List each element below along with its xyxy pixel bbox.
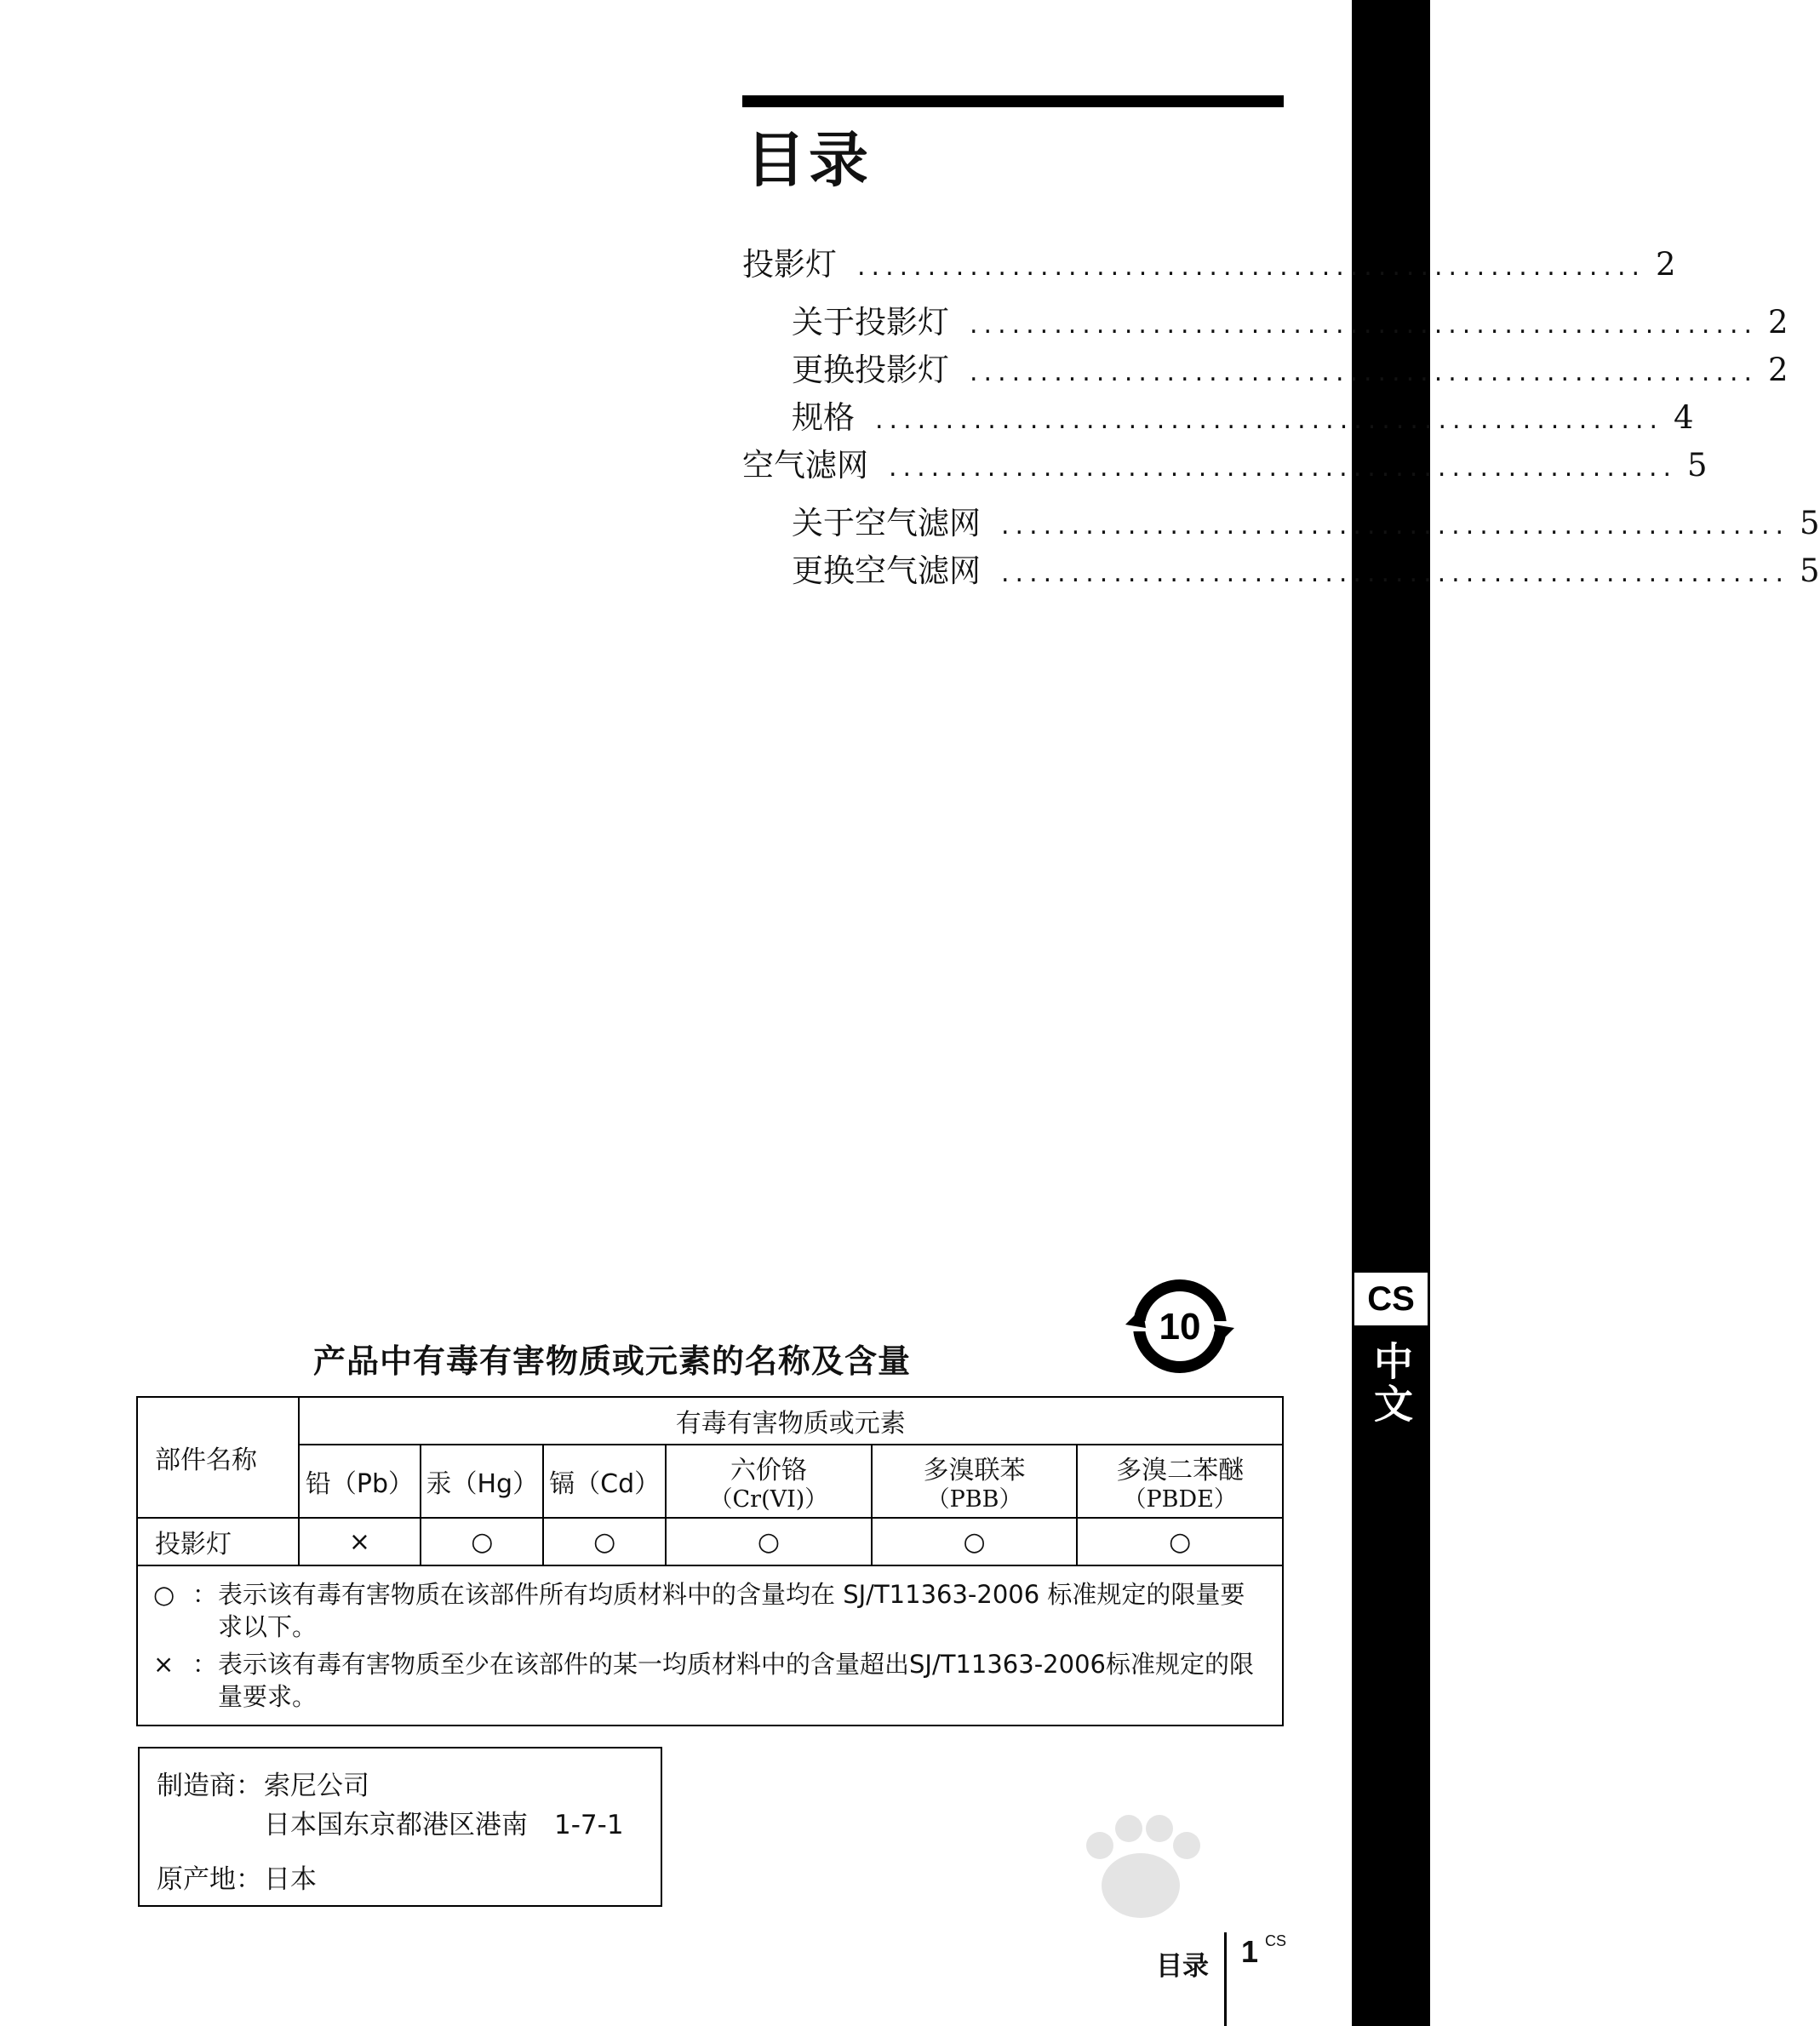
toc-entry-label: 规格 bbox=[792, 399, 855, 436]
toc-leader-dots: ........................................................ bbox=[857, 252, 1646, 282]
part-name-header: 部件名称 bbox=[137, 1397, 299, 1518]
substance-name: 多溴二苯醚 bbox=[1116, 1456, 1245, 1485]
toc-entry-label: 更换空气滤网 bbox=[792, 552, 981, 589]
legend-text: 表示该有毒有害物质至少在该部件的某一均质材料中的含量超出SJ/T11363-2006标准规定的限量要求。 bbox=[218, 1650, 1254, 1711]
hazard-table-title: 产品中有毒有害物质或元素的名称及含量 bbox=[313, 1342, 912, 1380]
footer-divider bbox=[1224, 1932, 1227, 2026]
side-tab-bar bbox=[1352, 0, 1430, 2026]
toc-entry-replace-air-filter[interactable] bbox=[792, 545, 1820, 589]
substance-formula: （PBB） bbox=[926, 1486, 1022, 1513]
toc-entry-lamp[interactable] bbox=[742, 238, 1676, 283]
legend-colon: ： bbox=[192, 1580, 218, 1609]
toc-entry-label: 空气滤网 bbox=[742, 447, 868, 484]
toc-entry-page: 2 bbox=[1768, 304, 1789, 341]
footer-lang-code: CS bbox=[1265, 1932, 1287, 1949]
substance-name: 多溴联苯 bbox=[923, 1456, 1026, 1485]
mark-lead: × bbox=[299, 1518, 421, 1565]
substance-header-pbb bbox=[872, 1445, 1078, 1518]
toc-leader-dots: ........................................................ bbox=[1001, 558, 1790, 588]
substance-name: 铅（Pb） bbox=[305, 1469, 415, 1499]
substance-formula: （Cr(VI)） bbox=[709, 1486, 828, 1513]
substance-name: 汞（Hg） bbox=[426, 1469, 539, 1499]
toc-entry-specifications[interactable] bbox=[792, 392, 1694, 436]
mark-mercury: ○ bbox=[421, 1518, 543, 1565]
toc-entry-page: 2 bbox=[1656, 246, 1676, 283]
substance-name: 六价铬 bbox=[730, 1456, 807, 1485]
toc-entry-replace-lamp[interactable] bbox=[792, 344, 1789, 388]
legend-colon: ： bbox=[192, 1650, 218, 1679]
toc-leader-dots: ........................................................ bbox=[875, 405, 1664, 435]
substance-header-chromium bbox=[666, 1445, 872, 1518]
mark-cadmium: ○ bbox=[543, 1518, 666, 1565]
toc-entry-page: 4 bbox=[1674, 399, 1694, 436]
maker-address: 日本国东京都港区港南 1-7-1 bbox=[264, 1810, 624, 1840]
substance-name: 镉（Cd） bbox=[549, 1469, 661, 1499]
substances-group-header: 有毒有害物质或元素 bbox=[299, 1397, 1283, 1445]
toc-entry-air-filter[interactable] bbox=[742, 439, 1708, 484]
maker-name: 索尼公司 bbox=[264, 1771, 369, 1801]
substance-header-cadmium bbox=[543, 1445, 666, 1518]
maker-label: 制造商： bbox=[157, 1771, 262, 1801]
toc-entry-label: 关于空气滤网 bbox=[792, 505, 981, 541]
footer-section-label: 目录 bbox=[1156, 1951, 1209, 1982]
environment-protection-period-logo bbox=[1120, 1273, 1239, 1379]
legend-text: 表示该有毒有害物质在该部件所有均质材料中的含量均在 SJ/T11363-2006 标准规定的限量要求以下。 bbox=[218, 1580, 1245, 1641]
toc-entry-about-lamp[interactable] bbox=[792, 296, 1789, 341]
toc-entry-label: 更换投影灯 bbox=[792, 352, 949, 388]
mark-pbb: ○ bbox=[872, 1518, 1078, 1565]
substance-header-mercury bbox=[421, 1445, 543, 1518]
toc-entry-label: 关于投影灯 bbox=[792, 304, 949, 341]
legend-symbol: × bbox=[153, 1650, 175, 1679]
manufacturer-box bbox=[138, 1747, 662, 1907]
hazard-table bbox=[136, 1396, 1284, 1726]
part-name-cell: 投影灯 bbox=[137, 1518, 299, 1565]
logo-number: 10 bbox=[1159, 1306, 1201, 1348]
substance-formula: （PBDE） bbox=[1123, 1486, 1237, 1513]
language-name-tab: 中文 bbox=[1368, 1341, 1414, 1426]
mark-chromium: ○ bbox=[666, 1518, 872, 1565]
footer-page-number: 1 bbox=[1241, 1934, 1259, 1969]
origin-label: 原产地： bbox=[157, 1864, 262, 1895]
toc-entry-about-air-filter[interactable] bbox=[792, 497, 1820, 541]
toc-leader-dots: ........................................................ bbox=[970, 358, 1759, 387]
toc-entry-label: 投影灯 bbox=[742, 246, 837, 283]
legend-item-exceeds bbox=[153, 1648, 1267, 1713]
toc-entry-page: 5 bbox=[1687, 447, 1708, 484]
toc-leader-dots: ........................................................ bbox=[970, 310, 1759, 340]
substance-header-lead bbox=[299, 1445, 421, 1518]
toc-title: 目录 bbox=[746, 125, 872, 195]
toc-entry-page: 2 bbox=[1768, 352, 1789, 388]
toc-leader-dots: ........................................................ bbox=[1001, 511, 1790, 541]
toc-leader-dots: ........................................................ bbox=[889, 453, 1678, 483]
legend-cell bbox=[137, 1565, 1283, 1726]
origin-country: 日本 bbox=[264, 1864, 317, 1895]
legend-symbol: ○ bbox=[153, 1580, 175, 1609]
toc-top-rule bbox=[742, 95, 1284, 107]
mark-pbde: ○ bbox=[1077, 1518, 1283, 1565]
toc-entry-page: 5 bbox=[1800, 505, 1820, 541]
substance-header-pbde bbox=[1077, 1445, 1283, 1518]
legend-item-compliant bbox=[153, 1578, 1267, 1643]
toc-entry-page: 5 bbox=[1800, 552, 1820, 589]
language-code-tab: CS bbox=[1352, 1270, 1430, 1328]
